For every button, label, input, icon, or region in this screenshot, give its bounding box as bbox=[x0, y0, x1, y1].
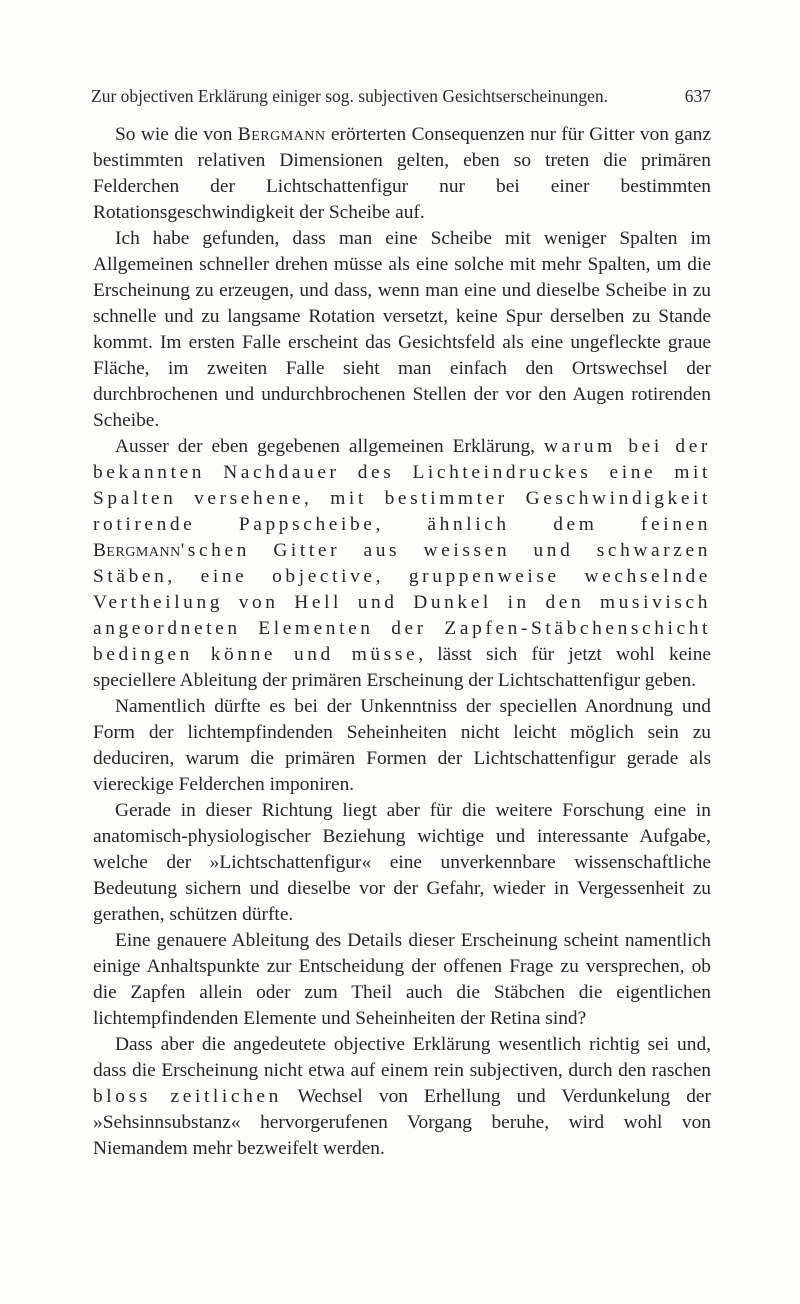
running-header bbox=[91, 86, 711, 107]
text-run: , lässt sich für jetzt wohl keine speciellere Ableitung der primären Erscheinung der Lichtschattenfigur geben. bbox=[93, 644, 711, 691]
body-text bbox=[93, 122, 711, 1162]
author-name: Bergmann bbox=[93, 540, 181, 561]
text-run: So wie die von bbox=[115, 124, 238, 145]
paragraph-1 bbox=[93, 122, 711, 226]
paragraph-4: Namentlich dürfte es bei der Unkenntniss der speciellen Anordnung und Form der lichtempfindenden Seheinheiten nicht leicht möglich sein zu deduciren, warum die primären Formen der Lichtschattenfigur gerade als viereckige Felderchen imponiren. bbox=[93, 696, 711, 795]
paragraph-7 bbox=[93, 1032, 711, 1162]
text-run: Wechsel von Erhellung und Verdunkelung der »Sehsinnsubstanz« hervorgerufenen Vorgang beruhe, wird wohl von Niemandem mehr bezweifelt werden. bbox=[93, 1086, 711, 1159]
paragraph-2: Ich habe gefunden, dass man eine Scheibe mit weniger Spalten im Allgemeinen schneller drehen müsse als eine solche mit mehr Spalten, um die Erscheinung zu erzeugen, und dass, wenn man eine und dieselbe Scheibe in zu schnelle und zu langsame Rotation versetzt, keine Spur derselben zu Stande kommt. Im ersten Falle erscheint das Gesichtsfeld als eine ungefleckte graue Fläche, im zweiten Falle sieht man einfach den Ortswechsel der durchbrochenen und undurchbrochenen Stellen der vor den Augen rotirenden Scheibe. bbox=[93, 228, 711, 431]
text-run: erörterten Consequenzen nur für Gitter von ganz bestimmten relativen Dimensionen gelten, eben so treten die primären Felderchen der Lichtschattenfigur nur bei einer bestimmten Rotationsgeschwindigkeit der Scheibe auf. bbox=[93, 124, 711, 223]
header-title: Zur objectiven Erklärung einiger sog. subjectiven Gesichtserscheinungen. bbox=[91, 86, 609, 106]
page-number: 637 bbox=[684, 86, 711, 106]
paragraph-5: Gerade in dieser Richtung liegt aber für die weitere Forschung eine in anatomisch-physiologischer Beziehung wichtige und interessante Aufgabe, welche der »Lichtschattenfigur« eine unverkennbare wissenschaftliche Bedeutung sichern und dieselbe vor der Gefahr, wieder in Vergessenheit zu gerathen, schützen dürfte. bbox=[93, 800, 711, 925]
paragraph-3 bbox=[93, 434, 711, 694]
author-name: Bergmann bbox=[237, 124, 326, 145]
text-run: Ausser der eben gegebenen allgemeinen Erklärung, bbox=[115, 436, 544, 457]
emphasized-text: 'schen Gitter aus weissen und schwarzen Stäben, eine objective, gruppenweise wechselnde Vertheilung von Hell und Dunkel in den musivisch angeordneten Elementen der Zapfen-Stäbchenschicht bedingen könne und müsse bbox=[93, 540, 711, 665]
paragraph-6: Eine genauere Ableitung des Details dieser Erscheinung scheint namentlich einige Anhaltspunkte zur Entscheidung der offenen Frage zu versprechen, ob die Zapfen allein oder zum Theil auch die Stäbchen die eigentlichen lichtempfindenden Elemente und Seheinheiten der Retina sind? bbox=[93, 930, 711, 1029]
emphasized-text: bloss zeitlichen bbox=[93, 1086, 282, 1107]
emphasized-text: warum bei der bekannten Nachdauer des Lichteindruckes eine mit Spalten versehene, mit bestimmter Geschwindigkeit rotirende Pappscheibe, ähnlich dem feinen bbox=[93, 436, 711, 535]
text-run: Dass aber die angedeutete objective Erklärung wesentlich richtig sei und, dass die Erscheinung nicht etwa auf einem rein subjectiven, durch den raschen bbox=[93, 1034, 711, 1081]
